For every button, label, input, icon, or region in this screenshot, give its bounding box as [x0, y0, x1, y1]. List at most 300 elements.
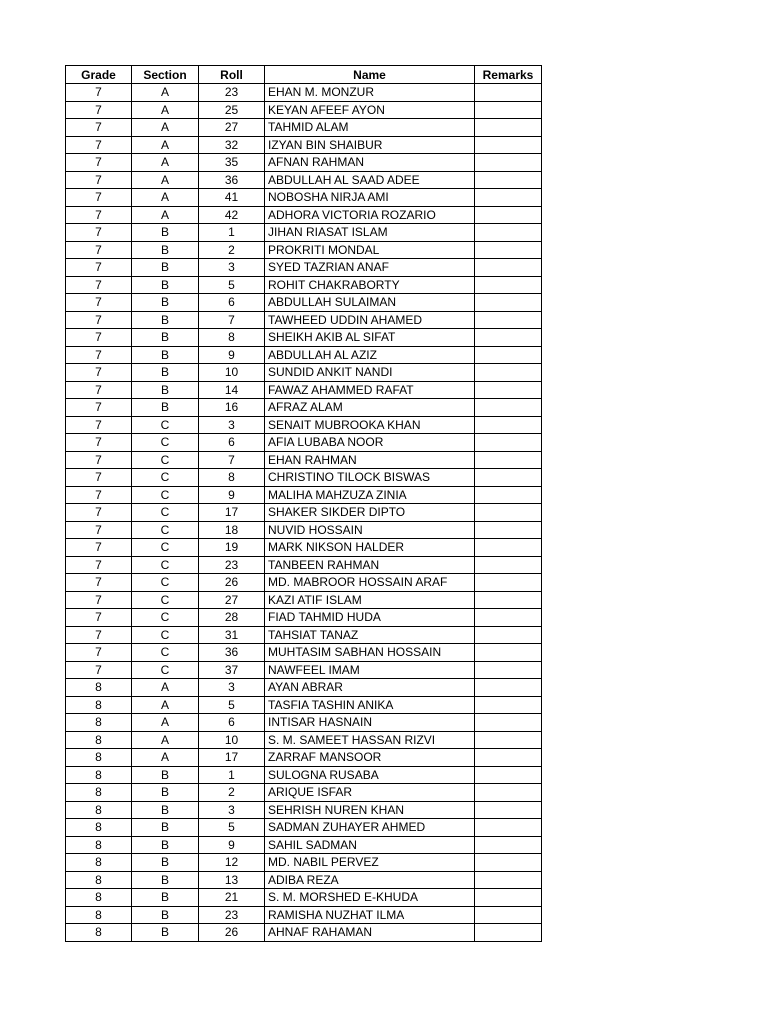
cell-section: B: [132, 924, 199, 942]
cell-section: A: [132, 679, 199, 697]
cell-section: B: [132, 294, 199, 312]
cell-remarks: [475, 364, 542, 382]
cell-grade: 8: [66, 731, 132, 749]
cell-name: ABDULLAH AL SAAD ADEE: [265, 171, 475, 189]
cell-grade: 7: [66, 346, 132, 364]
table-row: [66, 626, 542, 644]
cell-remarks: [475, 714, 542, 732]
cell-name: KEYAN AFEEF AYON: [265, 101, 475, 119]
cell-section: B: [132, 224, 199, 242]
cell-remarks: [475, 749, 542, 767]
cell-grade: 7: [66, 644, 132, 662]
table-row: [66, 819, 542, 837]
cell-roll: 10: [199, 731, 265, 749]
cell-grade: 7: [66, 259, 132, 277]
cell-section: A: [132, 101, 199, 119]
cell-grade: 7: [66, 486, 132, 504]
table-row: [66, 84, 542, 102]
cell-name: EHAN RAHMAN: [265, 451, 475, 469]
table-row: [66, 381, 542, 399]
table-row: [66, 801, 542, 819]
cell-roll: 17: [199, 749, 265, 767]
cell-name: KAZI ATIF ISLAM: [265, 591, 475, 609]
cell-remarks: [475, 294, 542, 312]
cell-remarks: [475, 259, 542, 277]
cell-remarks: [475, 486, 542, 504]
cell-name: NAWFEEL IMAM: [265, 661, 475, 679]
cell-name: TANBEEN RAHMAN: [265, 556, 475, 574]
cell-roll: 32: [199, 136, 265, 154]
table-row: [66, 154, 542, 172]
cell-section: B: [132, 259, 199, 277]
cell-section: B: [132, 346, 199, 364]
table-row: [66, 346, 542, 364]
table-row: [66, 136, 542, 154]
cell-grade: 7: [66, 381, 132, 399]
table-body: [66, 84, 542, 942]
cell-name: ADIBA REZA: [265, 871, 475, 889]
cell-roll: 26: [199, 924, 265, 942]
cell-roll: 6: [199, 714, 265, 732]
cell-section: C: [132, 539, 199, 557]
table-row: [66, 661, 542, 679]
cell-remarks: [475, 241, 542, 259]
cell-name: AFRAZ ALAM: [265, 399, 475, 417]
cell-remarks: [475, 119, 542, 137]
cell-remarks: [475, 311, 542, 329]
cell-section: A: [132, 189, 199, 207]
cell-roll: 9: [199, 836, 265, 854]
table-row: [66, 171, 542, 189]
table-row: [66, 119, 542, 137]
cell-grade: 7: [66, 136, 132, 154]
cell-section: A: [132, 84, 199, 102]
cell-remarks: [475, 696, 542, 714]
cell-grade: 8: [66, 889, 132, 907]
table-row: [66, 539, 542, 557]
table-row: [66, 696, 542, 714]
table-row: [66, 399, 542, 417]
cell-grade: 7: [66, 574, 132, 592]
cell-name: NOBOSHA NIRJA AMI: [265, 189, 475, 207]
cell-name: MALIHA MAHZUZA ZINIA: [265, 486, 475, 504]
cell-section: B: [132, 801, 199, 819]
cell-grade: 7: [66, 101, 132, 119]
cell-name: SHAKER SIKDER DIPTO: [265, 504, 475, 522]
cell-grade: 7: [66, 399, 132, 417]
cell-grade: 8: [66, 871, 132, 889]
header-roll: Roll: [199, 66, 265, 84]
cell-name: ABDULLAH SULAIMAN: [265, 294, 475, 312]
table-row: [66, 679, 542, 697]
cell-remarks: [475, 609, 542, 627]
cell-grade: 8: [66, 854, 132, 872]
cell-grade: 7: [66, 119, 132, 137]
cell-section: B: [132, 276, 199, 294]
cell-roll: 8: [199, 329, 265, 347]
cell-section: C: [132, 521, 199, 539]
cell-section: B: [132, 329, 199, 347]
cell-grade: 8: [66, 696, 132, 714]
cell-name: SHEIKH AKIB AL SIFAT: [265, 329, 475, 347]
cell-remarks: [475, 574, 542, 592]
cell-name: SAHIL SADMAN: [265, 836, 475, 854]
cell-name: S. M. SAMEET HASSAN RIZVI: [265, 731, 475, 749]
cell-section: B: [132, 364, 199, 382]
cell-name: S. M. MORSHED E-KHUDA: [265, 889, 475, 907]
cell-roll: 14: [199, 381, 265, 399]
cell-grade: 7: [66, 171, 132, 189]
table-row: [66, 416, 542, 434]
cell-name: RAMISHA NUZHAT ILMA: [265, 906, 475, 924]
cell-section: A: [132, 119, 199, 137]
cell-section: C: [132, 434, 199, 452]
cell-remarks: [475, 416, 542, 434]
cell-grade: 7: [66, 329, 132, 347]
cell-name: JIHAN RIASAT ISLAM: [265, 224, 475, 242]
cell-section: B: [132, 871, 199, 889]
table-row: [66, 294, 542, 312]
cell-remarks: [475, 504, 542, 522]
cell-grade: 7: [66, 434, 132, 452]
cell-roll: 42: [199, 206, 265, 224]
table-row: [66, 609, 542, 627]
table-row: [66, 556, 542, 574]
cell-roll: 6: [199, 434, 265, 452]
table-row: [66, 854, 542, 872]
header-row: [66, 66, 542, 84]
cell-roll: 35: [199, 154, 265, 172]
table-row: [66, 644, 542, 662]
cell-grade: 8: [66, 766, 132, 784]
cell-roll: 13: [199, 871, 265, 889]
table-row: [66, 836, 542, 854]
cell-remarks: [475, 924, 542, 942]
cell-name: ROHIT CHAKRABORTY: [265, 276, 475, 294]
cell-roll: 36: [199, 644, 265, 662]
table-row: [66, 906, 542, 924]
cell-roll: 5: [199, 276, 265, 294]
table-row: [66, 731, 542, 749]
cell-name: SYED TAZRIAN ANAF: [265, 259, 475, 277]
cell-section: A: [132, 749, 199, 767]
student-table: [65, 65, 542, 942]
cell-name: CHRISTINO TILOCK BISWAS: [265, 469, 475, 487]
cell-grade: 7: [66, 189, 132, 207]
cell-remarks: [475, 206, 542, 224]
table-row: [66, 871, 542, 889]
cell-section: A: [132, 171, 199, 189]
cell-remarks: [475, 766, 542, 784]
cell-section: A: [132, 136, 199, 154]
cell-roll: 12: [199, 854, 265, 872]
cell-name: FIAD TAHMID HUDA: [265, 609, 475, 627]
cell-remarks: [475, 871, 542, 889]
cell-grade: 7: [66, 206, 132, 224]
table-row: [66, 329, 542, 347]
cell-roll: 28: [199, 609, 265, 627]
cell-section: C: [132, 626, 199, 644]
cell-name: TASFIA TASHIN ANIKA: [265, 696, 475, 714]
cell-remarks: [475, 451, 542, 469]
cell-grade: 7: [66, 504, 132, 522]
cell-name: AFNAN RAHMAN: [265, 154, 475, 172]
header-grade: Grade: [66, 66, 132, 84]
table-row: [66, 101, 542, 119]
cell-remarks: [475, 819, 542, 837]
cell-section: C: [132, 469, 199, 487]
table-row: [66, 469, 542, 487]
cell-roll: 8: [199, 469, 265, 487]
table-row: [66, 451, 542, 469]
cell-roll: 17: [199, 504, 265, 522]
cell-roll: 25: [199, 101, 265, 119]
cell-remarks: [475, 329, 542, 347]
cell-section: B: [132, 784, 199, 802]
cell-section: C: [132, 504, 199, 522]
cell-section: C: [132, 556, 199, 574]
cell-grade: 8: [66, 819, 132, 837]
cell-remarks: [475, 434, 542, 452]
table-row: [66, 434, 542, 452]
header-remarks: Remarks: [475, 66, 542, 84]
cell-grade: 7: [66, 276, 132, 294]
cell-section: B: [132, 766, 199, 784]
cell-remarks: [475, 136, 542, 154]
cell-grade: 7: [66, 84, 132, 102]
cell-roll: 3: [199, 679, 265, 697]
cell-roll: 3: [199, 416, 265, 434]
cell-remarks: [475, 469, 542, 487]
cell-grade: 8: [66, 836, 132, 854]
cell-name: SUNDID ANKIT NANDI: [265, 364, 475, 382]
cell-name: IZYAN BIN SHAIBUR: [265, 136, 475, 154]
cell-roll: 1: [199, 224, 265, 242]
cell-section: C: [132, 574, 199, 592]
cell-section: C: [132, 609, 199, 627]
cell-grade: 7: [66, 539, 132, 557]
cell-remarks: [475, 381, 542, 399]
cell-roll: 6: [199, 294, 265, 312]
cell-name: PROKRITI MONDAL: [265, 241, 475, 259]
cell-grade: 8: [66, 679, 132, 697]
cell-section: C: [132, 451, 199, 469]
cell-remarks: [475, 101, 542, 119]
cell-roll: 2: [199, 784, 265, 802]
cell-roll: 10: [199, 364, 265, 382]
cell-name: AHNAF RAHAMAN: [265, 924, 475, 942]
cell-roll: 1: [199, 766, 265, 784]
table-row: [66, 504, 542, 522]
cell-name: SEHRISH NUREN KHAN: [265, 801, 475, 819]
cell-section: B: [132, 241, 199, 259]
cell-section: A: [132, 731, 199, 749]
table-row: [66, 241, 542, 259]
cell-roll: 16: [199, 399, 265, 417]
cell-roll: 31: [199, 626, 265, 644]
cell-section: C: [132, 644, 199, 662]
cell-name: MD. MABROOR HOSSAIN ARAF: [265, 574, 475, 592]
cell-roll: 2: [199, 241, 265, 259]
cell-name: MD. NABIL PERVEZ: [265, 854, 475, 872]
cell-roll: 9: [199, 486, 265, 504]
cell-remarks: [475, 661, 542, 679]
cell-section: C: [132, 591, 199, 609]
cell-roll: 18: [199, 521, 265, 539]
cell-roll: 37: [199, 661, 265, 679]
cell-roll: 23: [199, 84, 265, 102]
cell-roll: 27: [199, 591, 265, 609]
cell-remarks: [475, 784, 542, 802]
cell-remarks: [475, 276, 542, 294]
cell-roll: 36: [199, 171, 265, 189]
table-row: [66, 889, 542, 907]
cell-roll: 3: [199, 801, 265, 819]
cell-roll: 3: [199, 259, 265, 277]
table-row: [66, 714, 542, 732]
cell-section: B: [132, 836, 199, 854]
cell-remarks: [475, 399, 542, 417]
cell-name: SADMAN ZUHAYER AHMED: [265, 819, 475, 837]
cell-roll: 9: [199, 346, 265, 364]
cell-section: A: [132, 206, 199, 224]
cell-remarks: [475, 644, 542, 662]
cell-grade: 8: [66, 784, 132, 802]
cell-grade: 8: [66, 801, 132, 819]
cell-remarks: [475, 801, 542, 819]
cell-roll: 5: [199, 819, 265, 837]
cell-grade: 7: [66, 626, 132, 644]
cell-roll: 23: [199, 556, 265, 574]
table-row: [66, 766, 542, 784]
cell-roll: 21: [199, 889, 265, 907]
cell-remarks: [475, 171, 542, 189]
cell-roll: 7: [199, 451, 265, 469]
table-row: [66, 224, 542, 242]
cell-remarks: [475, 346, 542, 364]
cell-grade: 7: [66, 521, 132, 539]
cell-grade: 8: [66, 906, 132, 924]
cell-grade: 7: [66, 451, 132, 469]
table-row: [66, 189, 542, 207]
cell-section: C: [132, 416, 199, 434]
cell-name: MUHTASIM SABHAN HOSSAIN: [265, 644, 475, 662]
table-row: [66, 924, 542, 942]
cell-grade: 8: [66, 749, 132, 767]
header-section: Section: [132, 66, 199, 84]
table-row: [66, 311, 542, 329]
cell-remarks: [475, 154, 542, 172]
cell-roll: 26: [199, 574, 265, 592]
cell-name: TAHMID ALAM: [265, 119, 475, 137]
cell-section: A: [132, 714, 199, 732]
cell-grade: 7: [66, 364, 132, 382]
cell-remarks: [475, 84, 542, 102]
cell-grade: 7: [66, 154, 132, 172]
table-row: [66, 364, 542, 382]
cell-remarks: [475, 224, 542, 242]
cell-roll: 7: [199, 311, 265, 329]
cell-roll: 19: [199, 539, 265, 557]
table-row: [66, 591, 542, 609]
cell-name: ARIQUE ISFAR: [265, 784, 475, 802]
cell-grade: 7: [66, 224, 132, 242]
cell-remarks: [475, 731, 542, 749]
cell-name: EHAN M. MONZUR: [265, 84, 475, 102]
cell-remarks: [475, 189, 542, 207]
cell-remarks: [475, 854, 542, 872]
cell-name: ZARRAF MANSOOR: [265, 749, 475, 767]
cell-name: AYAN ABRAR: [265, 679, 475, 697]
cell-name: TAWHEED UDDIN AHAMED: [265, 311, 475, 329]
cell-name: ABDULLAH AL AZIZ: [265, 346, 475, 364]
cell-section: B: [132, 311, 199, 329]
cell-remarks: [475, 539, 542, 557]
cell-grade: 7: [66, 556, 132, 574]
cell-grade: 7: [66, 294, 132, 312]
table-row: [66, 276, 542, 294]
cell-remarks: [475, 521, 542, 539]
cell-name: AFIA LUBABA NOOR: [265, 434, 475, 452]
table-row: [66, 259, 542, 277]
cell-remarks: [475, 906, 542, 924]
cell-section: A: [132, 696, 199, 714]
cell-grade: 8: [66, 924, 132, 942]
cell-name: SENAIT MUBROOKA KHAN: [265, 416, 475, 434]
cell-remarks: [475, 836, 542, 854]
table-row: [66, 574, 542, 592]
cell-roll: 23: [199, 906, 265, 924]
cell-section: B: [132, 381, 199, 399]
cell-grade: 7: [66, 591, 132, 609]
cell-grade: 7: [66, 661, 132, 679]
table-row: [66, 784, 542, 802]
cell-section: B: [132, 819, 199, 837]
cell-name: INTISAR HASNAIN: [265, 714, 475, 732]
header-name: Name: [265, 66, 475, 84]
cell-name: TAHSIAT TANAZ: [265, 626, 475, 644]
cell-section: B: [132, 889, 199, 907]
table-row: [66, 521, 542, 539]
cell-name: ADHORA VICTORIA ROZARIO: [265, 206, 475, 224]
cell-grade: 7: [66, 241, 132, 259]
cell-remarks: [475, 679, 542, 697]
cell-name: SULOGNA RUSABA: [265, 766, 475, 784]
cell-remarks: [475, 626, 542, 644]
cell-grade: 7: [66, 416, 132, 434]
cell-section: B: [132, 854, 199, 872]
cell-section: B: [132, 906, 199, 924]
cell-section: B: [132, 399, 199, 417]
cell-roll: 41: [199, 189, 265, 207]
cell-name: FAWAZ AHAMMED RAFAT: [265, 381, 475, 399]
cell-grade: 7: [66, 609, 132, 627]
cell-section: C: [132, 486, 199, 504]
cell-name: MARK NIKSON HALDER: [265, 539, 475, 557]
cell-name: NUVID HOSSAIN: [265, 521, 475, 539]
table-row: [66, 486, 542, 504]
cell-roll: 27: [199, 119, 265, 137]
cell-grade: 7: [66, 469, 132, 487]
table-row: [66, 749, 542, 767]
cell-grade: 8: [66, 714, 132, 732]
cell-remarks: [475, 556, 542, 574]
cell-remarks: [475, 889, 542, 907]
cell-section: C: [132, 661, 199, 679]
cell-grade: 7: [66, 311, 132, 329]
cell-roll: 5: [199, 696, 265, 714]
cell-section: A: [132, 154, 199, 172]
